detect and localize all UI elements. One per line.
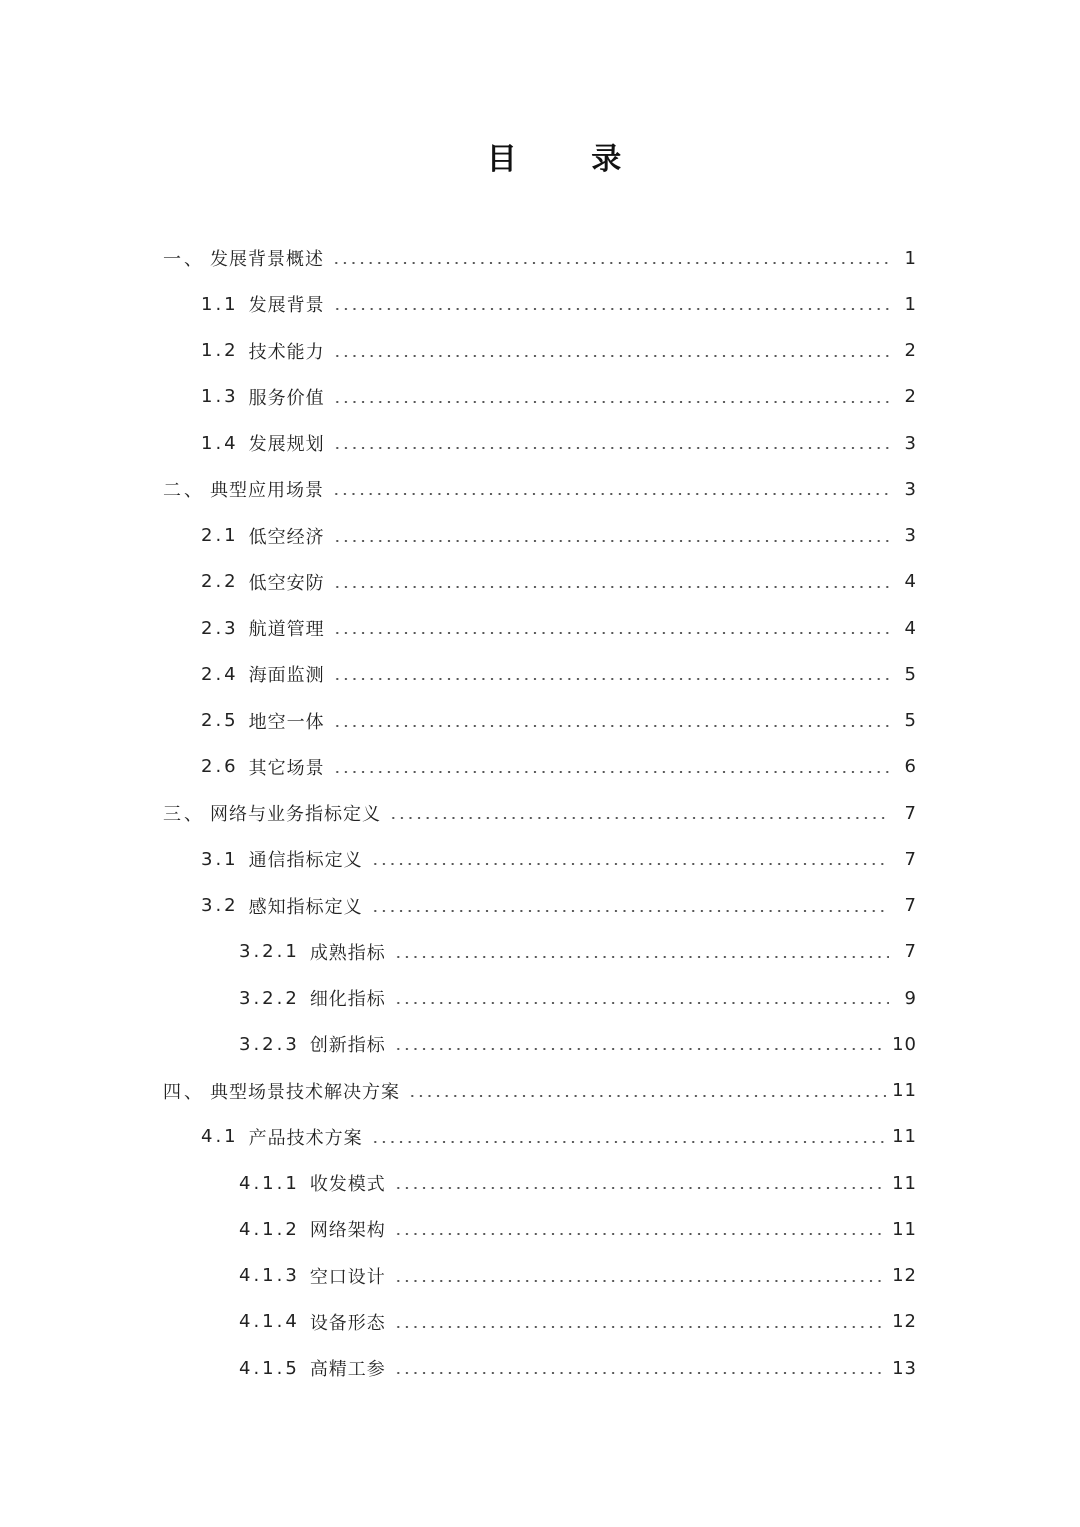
toc-entry-label: 产品技术方案 bbox=[248, 1127, 363, 1149]
toc-entry-number: 2.5 bbox=[201, 710, 239, 731]
toc-entry-number: 2.2 bbox=[201, 571, 239, 593]
toc-entry[interactable] bbox=[163, 467, 917, 511]
toc-entry-page-number: 12 bbox=[892, 1265, 917, 1286]
dot-leader bbox=[333, 586, 889, 588]
toc-entry[interactable] bbox=[163, 791, 917, 835]
toc-entry-page-number: 7 bbox=[904, 895, 917, 916]
dot-leader bbox=[333, 355, 889, 357]
toc-entry[interactable] bbox=[163, 236, 917, 280]
toc-entry-page-number: 2 bbox=[904, 340, 917, 361]
toc-entry[interactable] bbox=[201, 884, 917, 928]
toc-entry-number: 二、 bbox=[163, 480, 205, 502]
toc-entry[interactable] bbox=[201, 606, 917, 650]
toc-entry-label: 低空经济 bbox=[248, 526, 325, 548]
toc-entry[interactable] bbox=[239, 1300, 917, 1344]
toc-entry-page-number: 4 bbox=[904, 571, 917, 593]
toc-entry-label: 感知指标定义 bbox=[248, 896, 363, 918]
toc-entry-number: 3.2.1 bbox=[239, 941, 300, 963]
toc-entry-label: 典型应用场景 bbox=[210, 480, 324, 502]
toc-entry-page-number: 7 bbox=[904, 941, 917, 963]
dot-leader bbox=[333, 447, 889, 449]
toc-entry-label: 技术能力 bbox=[248, 341, 325, 363]
toc-entry-number: 4.1.2 bbox=[239, 1218, 300, 1240]
toc-entry-number: 4.1.3 bbox=[239, 1265, 300, 1286]
toc-entry-page-number: 1 bbox=[904, 293, 917, 315]
toc-entry[interactable] bbox=[239, 1346, 917, 1390]
toc-entry-number: 2.1 bbox=[201, 525, 239, 546]
dot-leader bbox=[371, 863, 889, 865]
dot-leader bbox=[408, 1095, 886, 1097]
toc-entry-number: 1.1 bbox=[201, 293, 239, 315]
dot-leader bbox=[333, 771, 889, 773]
dot-leader bbox=[333, 308, 889, 310]
toc-entry-page-number: 5 bbox=[904, 663, 917, 685]
dot-leader bbox=[394, 1187, 886, 1189]
toc-entry[interactable] bbox=[201, 421, 917, 465]
dot-leader bbox=[332, 262, 889, 264]
toc-entry-page-number: 4 bbox=[904, 617, 917, 639]
dot-leader bbox=[371, 910, 889, 912]
toc-entry-page-number: 9 bbox=[904, 987, 917, 1009]
toc-entry-number: 1.2 bbox=[201, 340, 239, 361]
toc-entry-page-number: 3 bbox=[904, 525, 917, 546]
toc-entry-label: 空口设计 bbox=[309, 1266, 386, 1288]
toc-entry-label: 高精工参 bbox=[309, 1359, 386, 1380]
dot-leader bbox=[394, 956, 889, 958]
dot-leader bbox=[394, 1326, 886, 1328]
dot-leader bbox=[333, 725, 889, 727]
toc-entry-label: 发展背景 bbox=[248, 295, 325, 317]
toc-entry-label: 创新指标 bbox=[309, 1035, 386, 1057]
dot-leader bbox=[394, 1280, 886, 1282]
dot-leader bbox=[333, 632, 889, 634]
toc-entry-number: 1.4 bbox=[201, 432, 239, 454]
toc-entry[interactable] bbox=[201, 652, 917, 696]
toc-entry-label: 细化指标 bbox=[309, 989, 386, 1010]
dot-leader bbox=[332, 493, 889, 495]
dot-leader bbox=[371, 1141, 886, 1143]
toc-entry-page-number: 11 bbox=[892, 1126, 917, 1148]
dot-leader bbox=[394, 1002, 889, 1004]
toc-entry-label: 发展规划 bbox=[248, 434, 325, 455]
toc-entry[interactable] bbox=[239, 1161, 917, 1205]
toc-entry[interactable] bbox=[239, 1254, 917, 1298]
toc-entry-page-number: 1 bbox=[904, 247, 917, 269]
toc-entry-page-number: 3 bbox=[904, 432, 917, 454]
toc-entry-label: 海面监测 bbox=[248, 665, 325, 687]
toc-entry[interactable] bbox=[201, 1115, 917, 1159]
toc-entry-page-number: 11 bbox=[892, 1080, 917, 1101]
toc-entry-page-number: 13 bbox=[892, 1357, 917, 1379]
dot-leader bbox=[389, 817, 889, 819]
toc-entry-page-number: 6 bbox=[904, 756, 917, 778]
toc-entry[interactable] bbox=[201, 329, 917, 373]
toc-entry-label: 其它场景 bbox=[248, 757, 325, 779]
toc-entry-number: 4.1.1 bbox=[239, 1172, 300, 1194]
toc-entry-number: 4.1.5 bbox=[239, 1357, 300, 1379]
dot-leader bbox=[333, 540, 889, 542]
toc-entry-label: 低空安防 bbox=[248, 572, 325, 594]
toc-entry-page-number: 2 bbox=[904, 386, 917, 408]
toc-entry-label: 通信指标定义 bbox=[248, 850, 363, 872]
toc-entry[interactable] bbox=[239, 976, 917, 1020]
toc-entry-number: 3.2 bbox=[201, 895, 239, 916]
toc-entry-page-number: 7 bbox=[904, 802, 917, 824]
toc-entry-number: 3.2.2 bbox=[239, 987, 300, 1009]
toc-entry[interactable] bbox=[201, 375, 917, 419]
toc-entry-label: 网络与业务指标定义 bbox=[210, 804, 381, 825]
toc-entry-page-number: 11 bbox=[892, 1218, 917, 1240]
toc-entry-page-number: 3 bbox=[904, 478, 917, 500]
toc-entry-page-number: 12 bbox=[892, 1311, 917, 1333]
toc-entry-label: 网络架构 bbox=[309, 1220, 386, 1242]
toc-entry-number: 一、 bbox=[163, 249, 205, 270]
toc-entry[interactable] bbox=[201, 560, 917, 604]
dot-leader bbox=[333, 678, 889, 680]
toc-entry-number: 3.2.3 bbox=[239, 1033, 300, 1055]
toc-entry-page-number: 7 bbox=[904, 848, 917, 870]
toc-entry[interactable] bbox=[239, 930, 917, 974]
toc-entry-number: 1.3 bbox=[201, 386, 239, 408]
toc-entry-label: 设备形态 bbox=[309, 1312, 386, 1334]
toc-entry[interactable] bbox=[201, 514, 917, 558]
toc-entry-label: 收发模式 bbox=[309, 1174, 386, 1195]
toc-entry-number: 三、 bbox=[163, 804, 205, 825]
dot-leader bbox=[333, 401, 889, 403]
toc-entry-page-number: 5 bbox=[904, 710, 917, 731]
toc-entry[interactable] bbox=[239, 1022, 917, 1066]
toc-entry-label: 地空一体 bbox=[248, 711, 325, 733]
page-title: 目 录 bbox=[486, 142, 654, 177]
toc-entry-label: 典型场景技术解决方案 bbox=[210, 1081, 400, 1103]
toc-entry[interactable] bbox=[239, 1207, 917, 1251]
toc-entry[interactable] bbox=[201, 837, 917, 881]
toc-entry-number: 2.4 bbox=[201, 663, 239, 685]
toc-entry[interactable] bbox=[201, 282, 917, 326]
toc-entry[interactable] bbox=[201, 699, 917, 743]
toc-entry-label: 成熟指标 bbox=[309, 942, 386, 964]
toc-entry-page-number: 11 bbox=[892, 1172, 917, 1194]
toc-entry-number: 4.1 bbox=[201, 1126, 239, 1148]
toc-entry-label: 航道管理 bbox=[248, 619, 325, 640]
toc-entry-label: 发展背景概述 bbox=[210, 249, 324, 270]
toc-entry-number: 3.1 bbox=[201, 848, 239, 870]
toc-entry[interactable] bbox=[201, 745, 917, 789]
toc-entry[interactable] bbox=[163, 1069, 917, 1113]
dot-leader bbox=[394, 1048, 886, 1050]
toc-entry-number: 4.1.4 bbox=[239, 1311, 300, 1333]
toc-entry-label: 服务价值 bbox=[248, 387, 325, 409]
toc-entry-page-number: 10 bbox=[892, 1033, 917, 1055]
toc-entry-number: 四、 bbox=[163, 1081, 205, 1103]
dot-leader bbox=[394, 1372, 886, 1374]
dot-leader bbox=[394, 1233, 886, 1235]
toc-entry-number: 2.6 bbox=[201, 756, 239, 778]
toc-entry-number: 2.3 bbox=[201, 617, 239, 639]
